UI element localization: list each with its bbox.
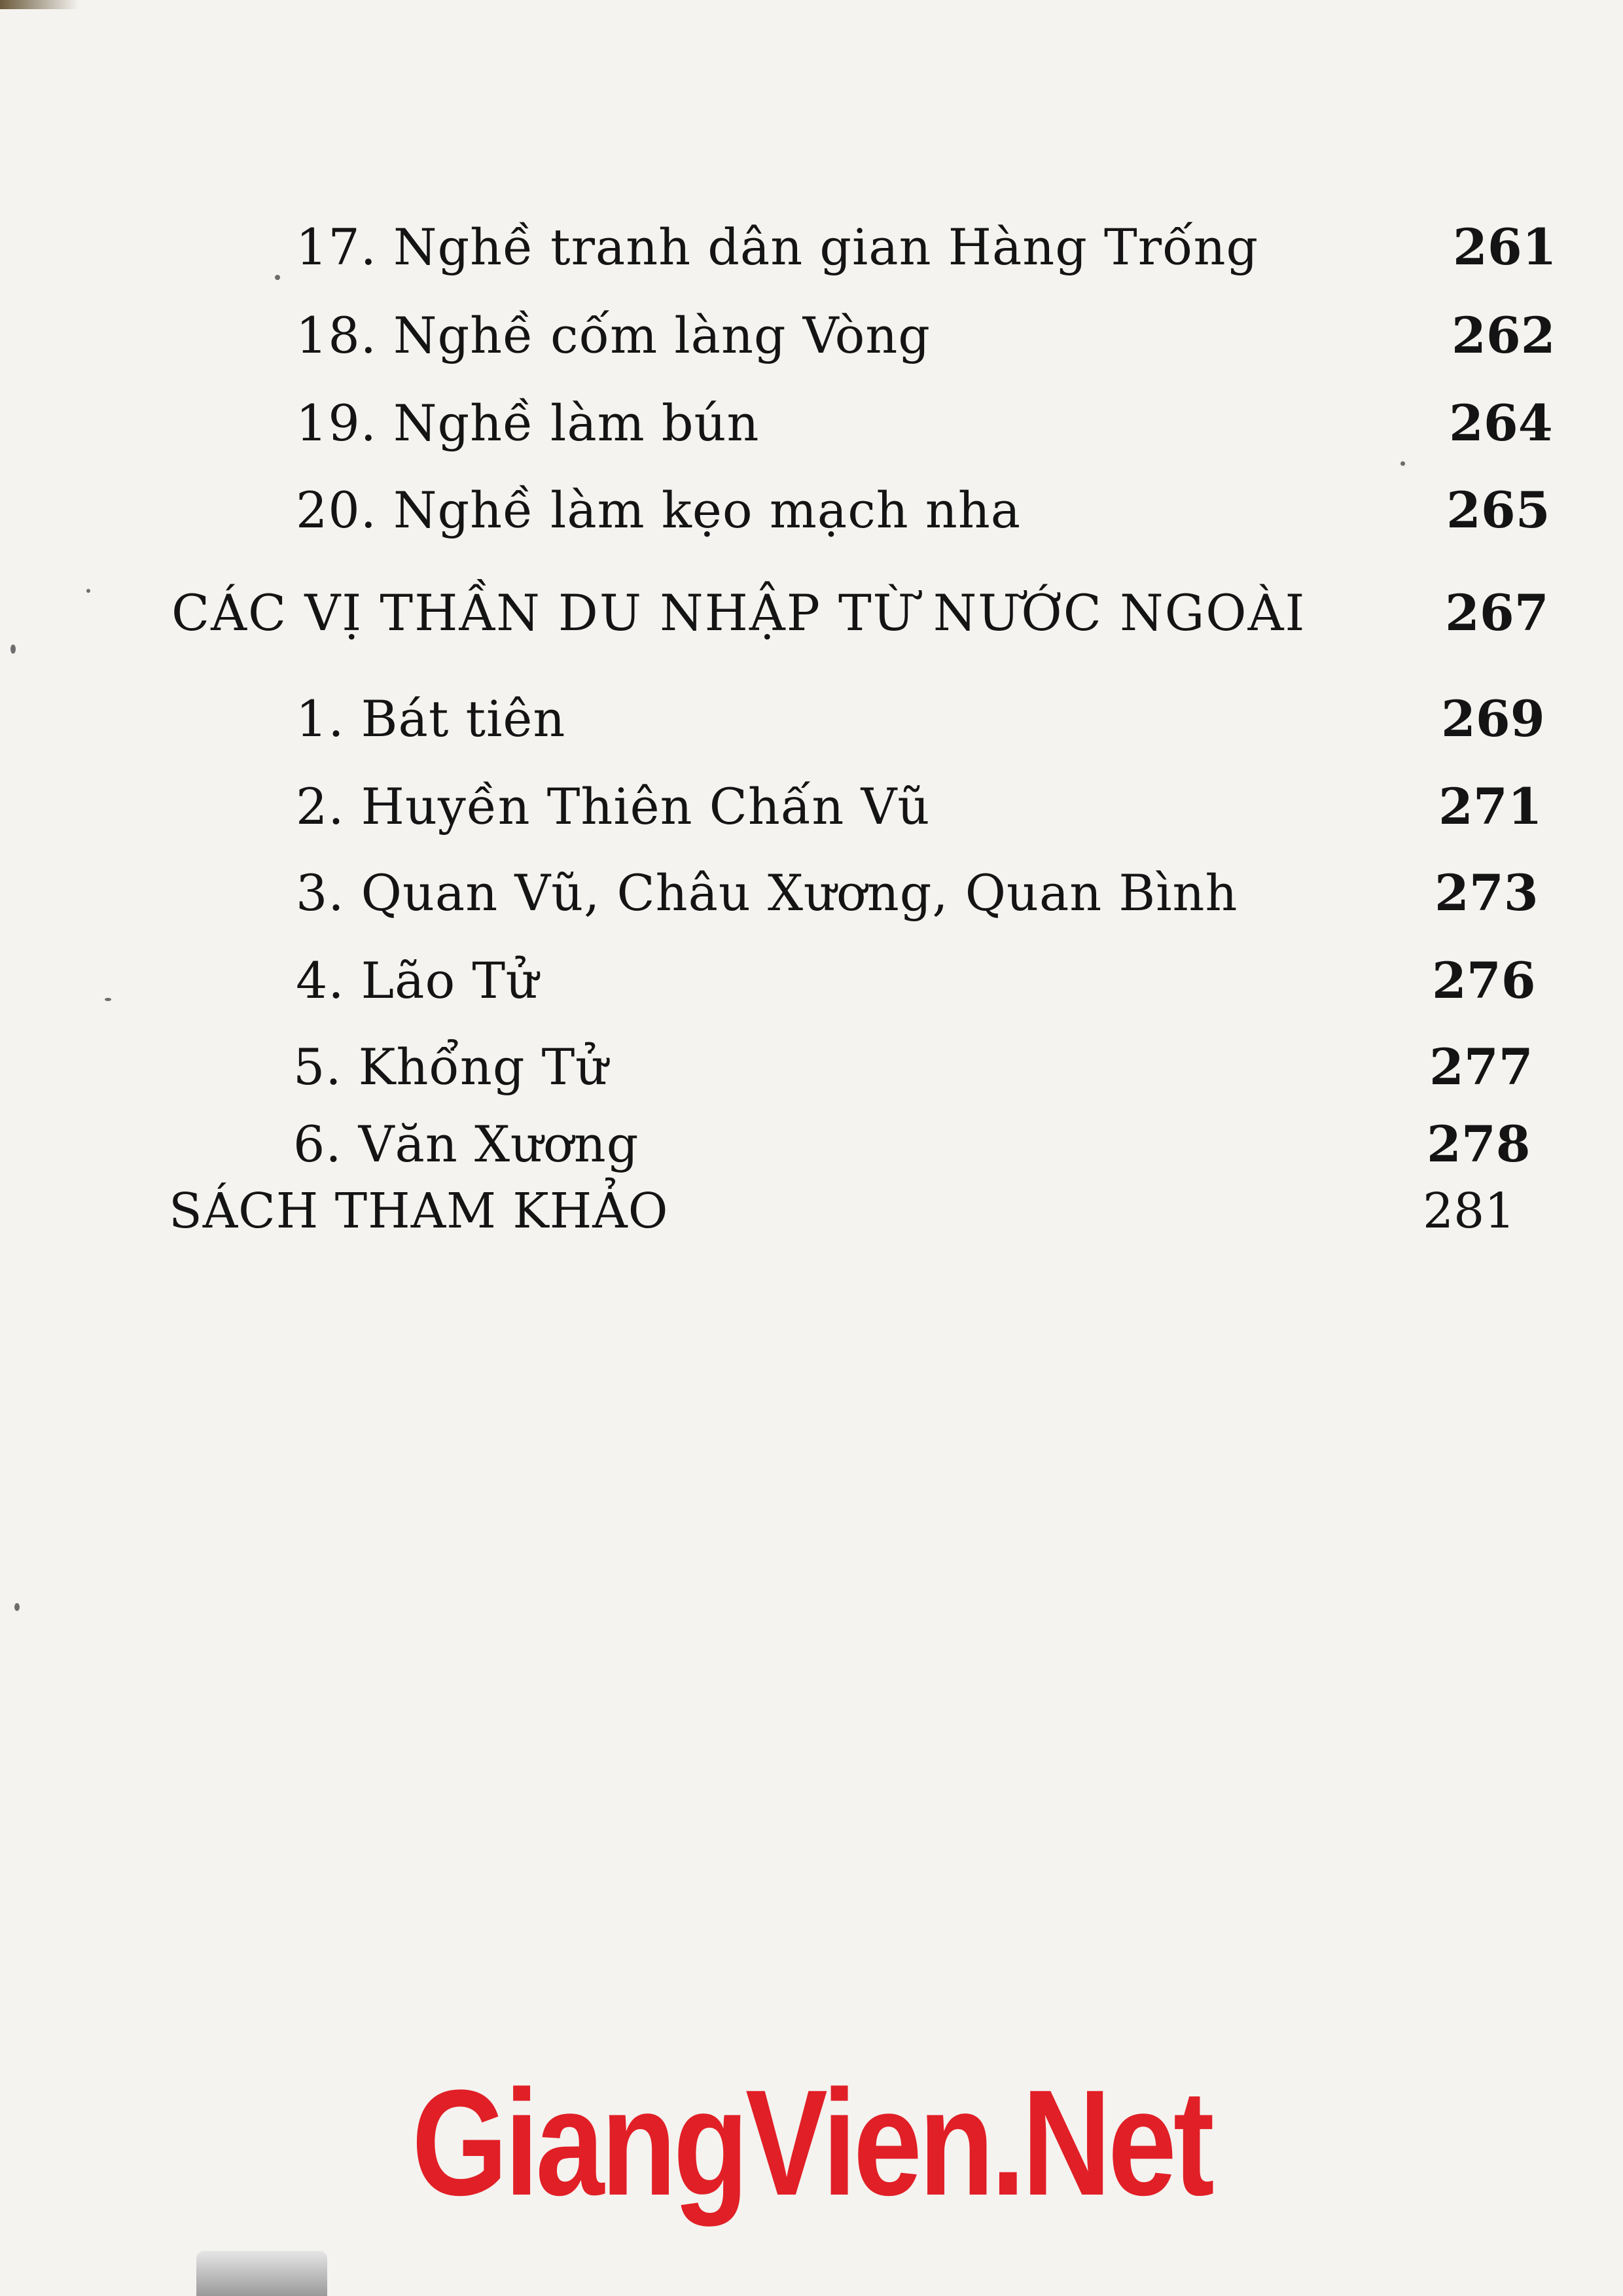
scan-speck — [1400, 461, 1405, 466]
toc-entry-title: 6. Văn Xương — [293, 1115, 639, 1173]
toc-entry-page: 277 — [1429, 1038, 1533, 1096]
toc-entry-title: 20. Nghề làm kẹo mạch nha — [296, 481, 1022, 539]
toc-entry-page: 278 — [1427, 1115, 1531, 1173]
toc-entry-title: 19. Nghề làm bún — [296, 394, 760, 452]
toc-entry-title: 17. Nghề tranh dân gian Hàng Trống — [296, 218, 1259, 276]
toc-entry-title: 4. Lão Tử — [296, 951, 539, 1010]
toc-row-4 — [0, 945, 1623, 1017]
toc-entry-title: 1. Bát tiên — [296, 690, 566, 748]
toc-entry-title: 5. Khổng Tử — [293, 1038, 609, 1096]
toc-entry-page: 281 — [1423, 1183, 1516, 1239]
toc-row-5 — [0, 1031, 1623, 1103]
toc-entry-title: 3. Quan Vũ, Châu Xương, Quan Bình — [296, 864, 1238, 922]
scan-speck — [275, 275, 280, 280]
scan-speck — [86, 589, 90, 593]
toc-entry-page: 269 — [1441, 690, 1545, 748]
toc-entry-page: 273 — [1435, 864, 1539, 922]
scan-edge-shadow — [0, 0, 79, 9]
toc-entry-page: 271 — [1438, 777, 1543, 836]
toc-entry-title: 2. Huyền Thiên Chấn Vũ — [296, 777, 931, 836]
toc-entry-page: 264 — [1449, 394, 1553, 452]
toc-section-title: SÁCH THAM KHẢO — [169, 1183, 669, 1239]
toc-section-title: CÁC VỊ THẦN DU NHẬP TỪ NƯỚC NGOÀI — [171, 584, 1306, 642]
toc-row-18 — [0, 300, 1623, 372]
toc-entry-page: 265 — [1446, 481, 1550, 539]
toc-references — [0, 1175, 1623, 1247]
toc-row-6 — [0, 1108, 1623, 1180]
scan-speck — [10, 645, 16, 654]
toc-entry-page: 276 — [1432, 951, 1536, 1010]
binding-edge — [196, 2251, 327, 2296]
toc-entry-page: 261 — [1453, 218, 1557, 276]
toc-row-19 — [0, 387, 1623, 459]
toc-entry-page: 267 — [1445, 584, 1549, 642]
watermark-logo: GiangVien.Net — [412, 2058, 1211, 2227]
toc-row-17 — [0, 211, 1623, 283]
toc-entry-title: 18. Nghề cốm làng Vòng — [296, 306, 931, 364]
toc-row-1 — [0, 683, 1623, 755]
scan-speck — [105, 998, 111, 1001]
toc-entry-page: 262 — [1452, 306, 1556, 364]
toc-row-2 — [0, 771, 1623, 843]
toc-row-3 — [0, 857, 1623, 929]
toc-row-20 — [0, 474, 1623, 546]
scan-speck — [14, 1603, 20, 1611]
toc-section-heading — [0, 577, 1623, 649]
